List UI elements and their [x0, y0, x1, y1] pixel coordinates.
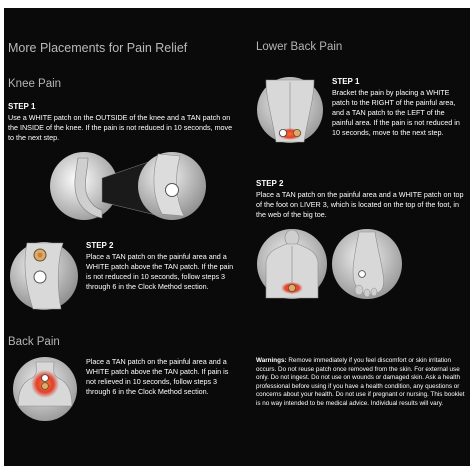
lower-back-step2-text: Place a TAN patch on the painful area and a WHITE patch on top of the foot on LIVER 3, which is located on the top of the foot, in the web of the big toe.: [256, 190, 464, 219]
warnings-label: Warnings:: [256, 357, 287, 364]
lower-back-step2-title: STEP 2: [256, 179, 284, 188]
back-illustration: [12, 356, 78, 422]
page-title: More Placements for Pain Relief: [8, 41, 188, 55]
knee-step2-text: Place a TAN patch on the painful area and a WHITE patch above the TAN patch. If the pain is not reduced in 10 seconds, follow steps 3 through 6 in the Clock Method section.: [86, 252, 234, 291]
knee-step2-title: STEP 2: [86, 241, 114, 250]
knee-side-illustration: [48, 150, 210, 232]
knee-step1-text: Use a WHITE patch on the OUTSIDE of the knee and a TAN patch on the INSIDE of the knee. If the pain is not reduced in 10 seconds, move to the next step.: [8, 113, 233, 142]
lower-back-pain-heading: Lower Back Pain: [256, 41, 343, 53]
warnings-text: Remove immediately if you feel discomfort or skin irritation occurs. Do not reuse patch once removed from the skin. For external use only. Do not ingest. Do not use on wounds or damaged skin. Ask a health professional before using if you have a health condition, any questions or concerns about your health. Do not use if pregnant or nursing. This booklet is no way intended to be medical advice. Individual results will vary.: [256, 357, 465, 407]
back-pain-text: Place a TAN patch on the painful area and a WHITE patch above the TAN patch. If pain is not relieved in 10 seconds, follow steps 3 through 6 in the Clock Method section.: [86, 357, 229, 396]
knee-pain-heading: Knee Pain: [8, 78, 62, 90]
lower-back-step2-illustration: [256, 228, 328, 300]
back-pain-heading: Back Pain: [8, 336, 60, 348]
foot-illustration: [331, 228, 403, 300]
warnings-block: [256, 357, 466, 409]
lower-back-step1-illustration: [256, 76, 324, 144]
knee-step1-title: STEP 1: [8, 102, 36, 111]
lower-back-step1-title: STEP 1: [332, 77, 360, 86]
knee-front-illustration: [9, 241, 79, 311]
lower-back-step1-text: Bracket the pain by placing a WHITE patch to the RIGHT of the painful area, and a TAN patch to the LEFT of the painful area. If the pain is not reduced in 10 seconds, move to the next step.: [332, 88, 460, 137]
